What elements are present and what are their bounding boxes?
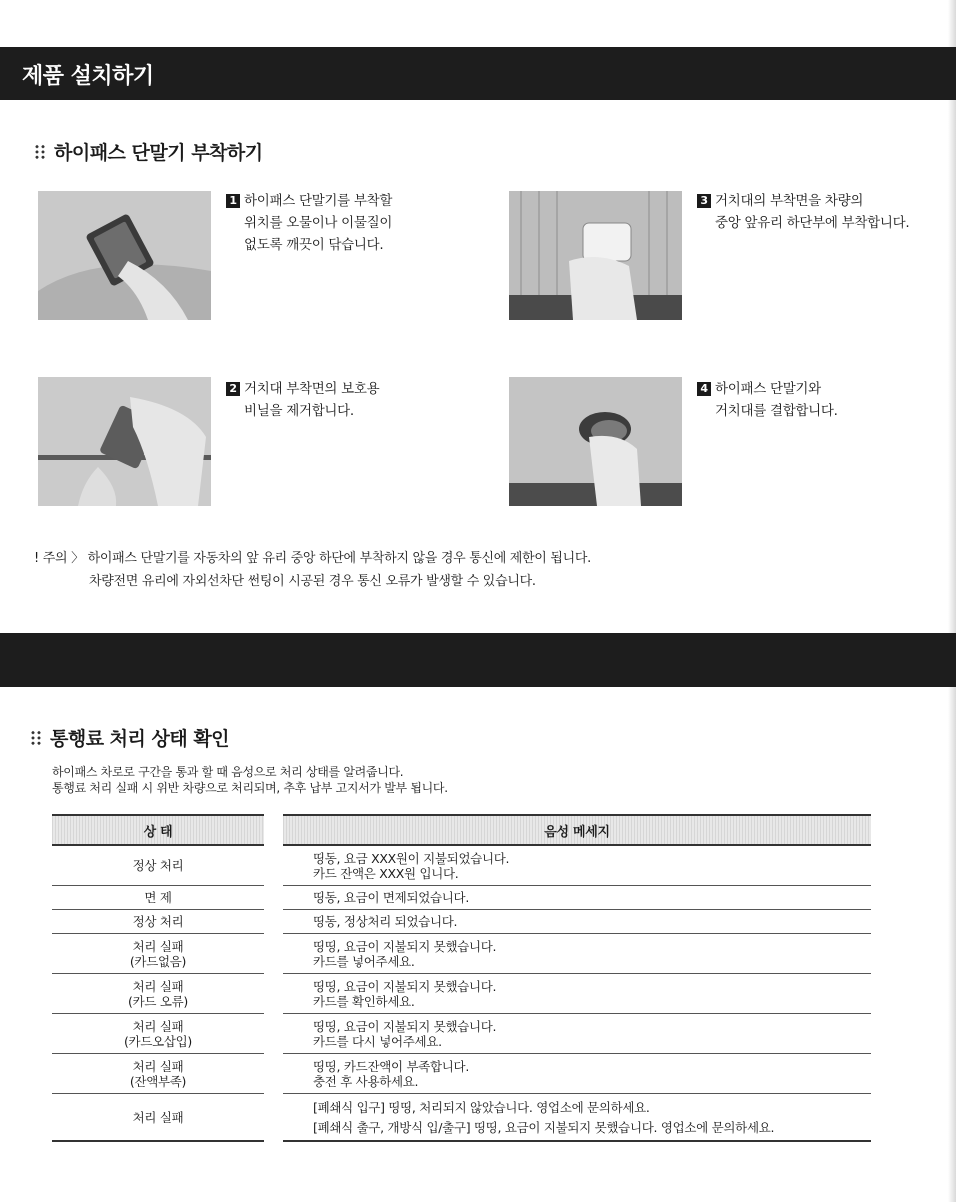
step-3-text: 3 거치대의 부착면을 차량의 중앙 앞유리 하단부에 부착합니다. <box>697 190 909 234</box>
table-row <box>52 1094 871 1142</box>
section-header-band <box>0 47 956 100</box>
table-row <box>52 974 871 1014</box>
table-header-row <box>52 814 871 846</box>
caution-notice: ! 주의 〉 하이패스 단말기를 자동차의 앞 유리 중앙 하단에 부착하지 않을 경우 통신에 제한이 됩니다. 차량전면 유리에 자외선차단 썬팅이 시공된 경우 통신 오류가 발생할 수 있습니다. <box>34 551 592 589</box>
page-title: 제품 설치하기 <box>22 64 154 89</box>
status-intro: 하이패스 차로로 구간을 통과 할 때 음성으로 처리 상태를 알려줍니다. 통행료 처리 실패 시 위반 차량으로 처리되며, 추후 납부 고지서가 발부 됩니다. <box>52 765 448 795</box>
status-state-cell: 정상 처리 <box>52 910 264 934</box>
column-header-message: 음성 메세지 <box>283 814 871 846</box>
voice-message-cell: 띵띵, 요금이 지불되지 못했습니다. 카드를 넣어주세요. <box>283 934 871 974</box>
status-state-cell: 처리 실패 (카드 오류) <box>52 974 264 1014</box>
step-number-badge: 2 <box>226 382 240 396</box>
caution-label: ! 주의 〉 <box>34 551 84 566</box>
voice-message-cell: 띵동, 정상처리 되었습니다. <box>283 910 871 934</box>
voice-message-cell: [폐쇄식 입구] 띵띵, 처리되지 않았습니다. 영업소에 문의하세요. [폐쇄식 출구, 개방식 입/출구] 띵띵, 요금이 지불되지 못했습니다. 영업소에 문의하세요. <box>283 1094 871 1142</box>
step-2-text: 2 거치대 부착면의 보호용 비닐을 제거합니다. <box>226 378 379 422</box>
section-divider-band <box>0 633 956 687</box>
step-number-badge: 3 <box>697 194 711 208</box>
status-state-cell: 처리 실패 (잔액부족) <box>52 1054 264 1094</box>
table-row <box>52 846 871 886</box>
step-number-badge: 4 <box>697 382 711 396</box>
step-3-photo <box>509 191 682 320</box>
step-1-text: 1 하이패스 단말기를 부착할 위치를 오물이나 이물질이 없도록 깨끗이 닦습니다. <box>226 190 392 256</box>
voice-message-cell: 띵띵, 카드잔액이 부족합니다. 충전 후 사용하세요. <box>283 1054 871 1094</box>
step-4-photo <box>509 377 682 506</box>
status-state-cell: 처리 실패 (카드없음) <box>52 934 264 974</box>
table-row <box>52 1054 871 1094</box>
status-state-cell: 처리 실패 (카드오삽입) <box>52 1014 264 1054</box>
table-row <box>52 910 871 934</box>
status-heading: 통행료 처리 상태 확인 <box>30 724 229 751</box>
toll-status-table <box>52 814 871 1142</box>
status-state-cell: 정상 처리 <box>52 846 264 886</box>
status-state-cell: 면 제 <box>52 886 264 910</box>
column-header-state: 상 태 <box>52 814 264 846</box>
status-state-cell: 처리 실패 <box>52 1094 264 1142</box>
table-row <box>52 886 871 910</box>
voice-message-cell: 띵동, 요금이 면제되었습니다. <box>283 886 871 910</box>
step-1-photo <box>38 191 211 320</box>
page-edge-shadow <box>948 0 956 1202</box>
step-2-photo <box>38 377 211 506</box>
step-number-badge: 1 <box>226 194 240 208</box>
table-row <box>52 1014 871 1054</box>
table-row <box>52 934 871 974</box>
dot-grid-icon <box>30 730 42 746</box>
install-heading: 하이패스 단말기 부착하기 <box>34 138 263 165</box>
voice-message-cell: 띵띵, 요금이 지불되지 못했습니다. 카드를 확인하세요. <box>283 974 871 1014</box>
step-4-text: 4 하이패스 단말기와 거치대를 결합합니다. <box>697 378 838 422</box>
dot-grid-icon <box>34 144 46 160</box>
voice-message-cell: 띵동, 요금 XXX원이 지불되었습니다. 카드 잔액은 XXX원 입니다. <box>283 846 871 886</box>
voice-message-cell: 띵띵, 요금이 지불되지 못했습니다. 카드를 다시 넣어주세요. <box>283 1014 871 1054</box>
